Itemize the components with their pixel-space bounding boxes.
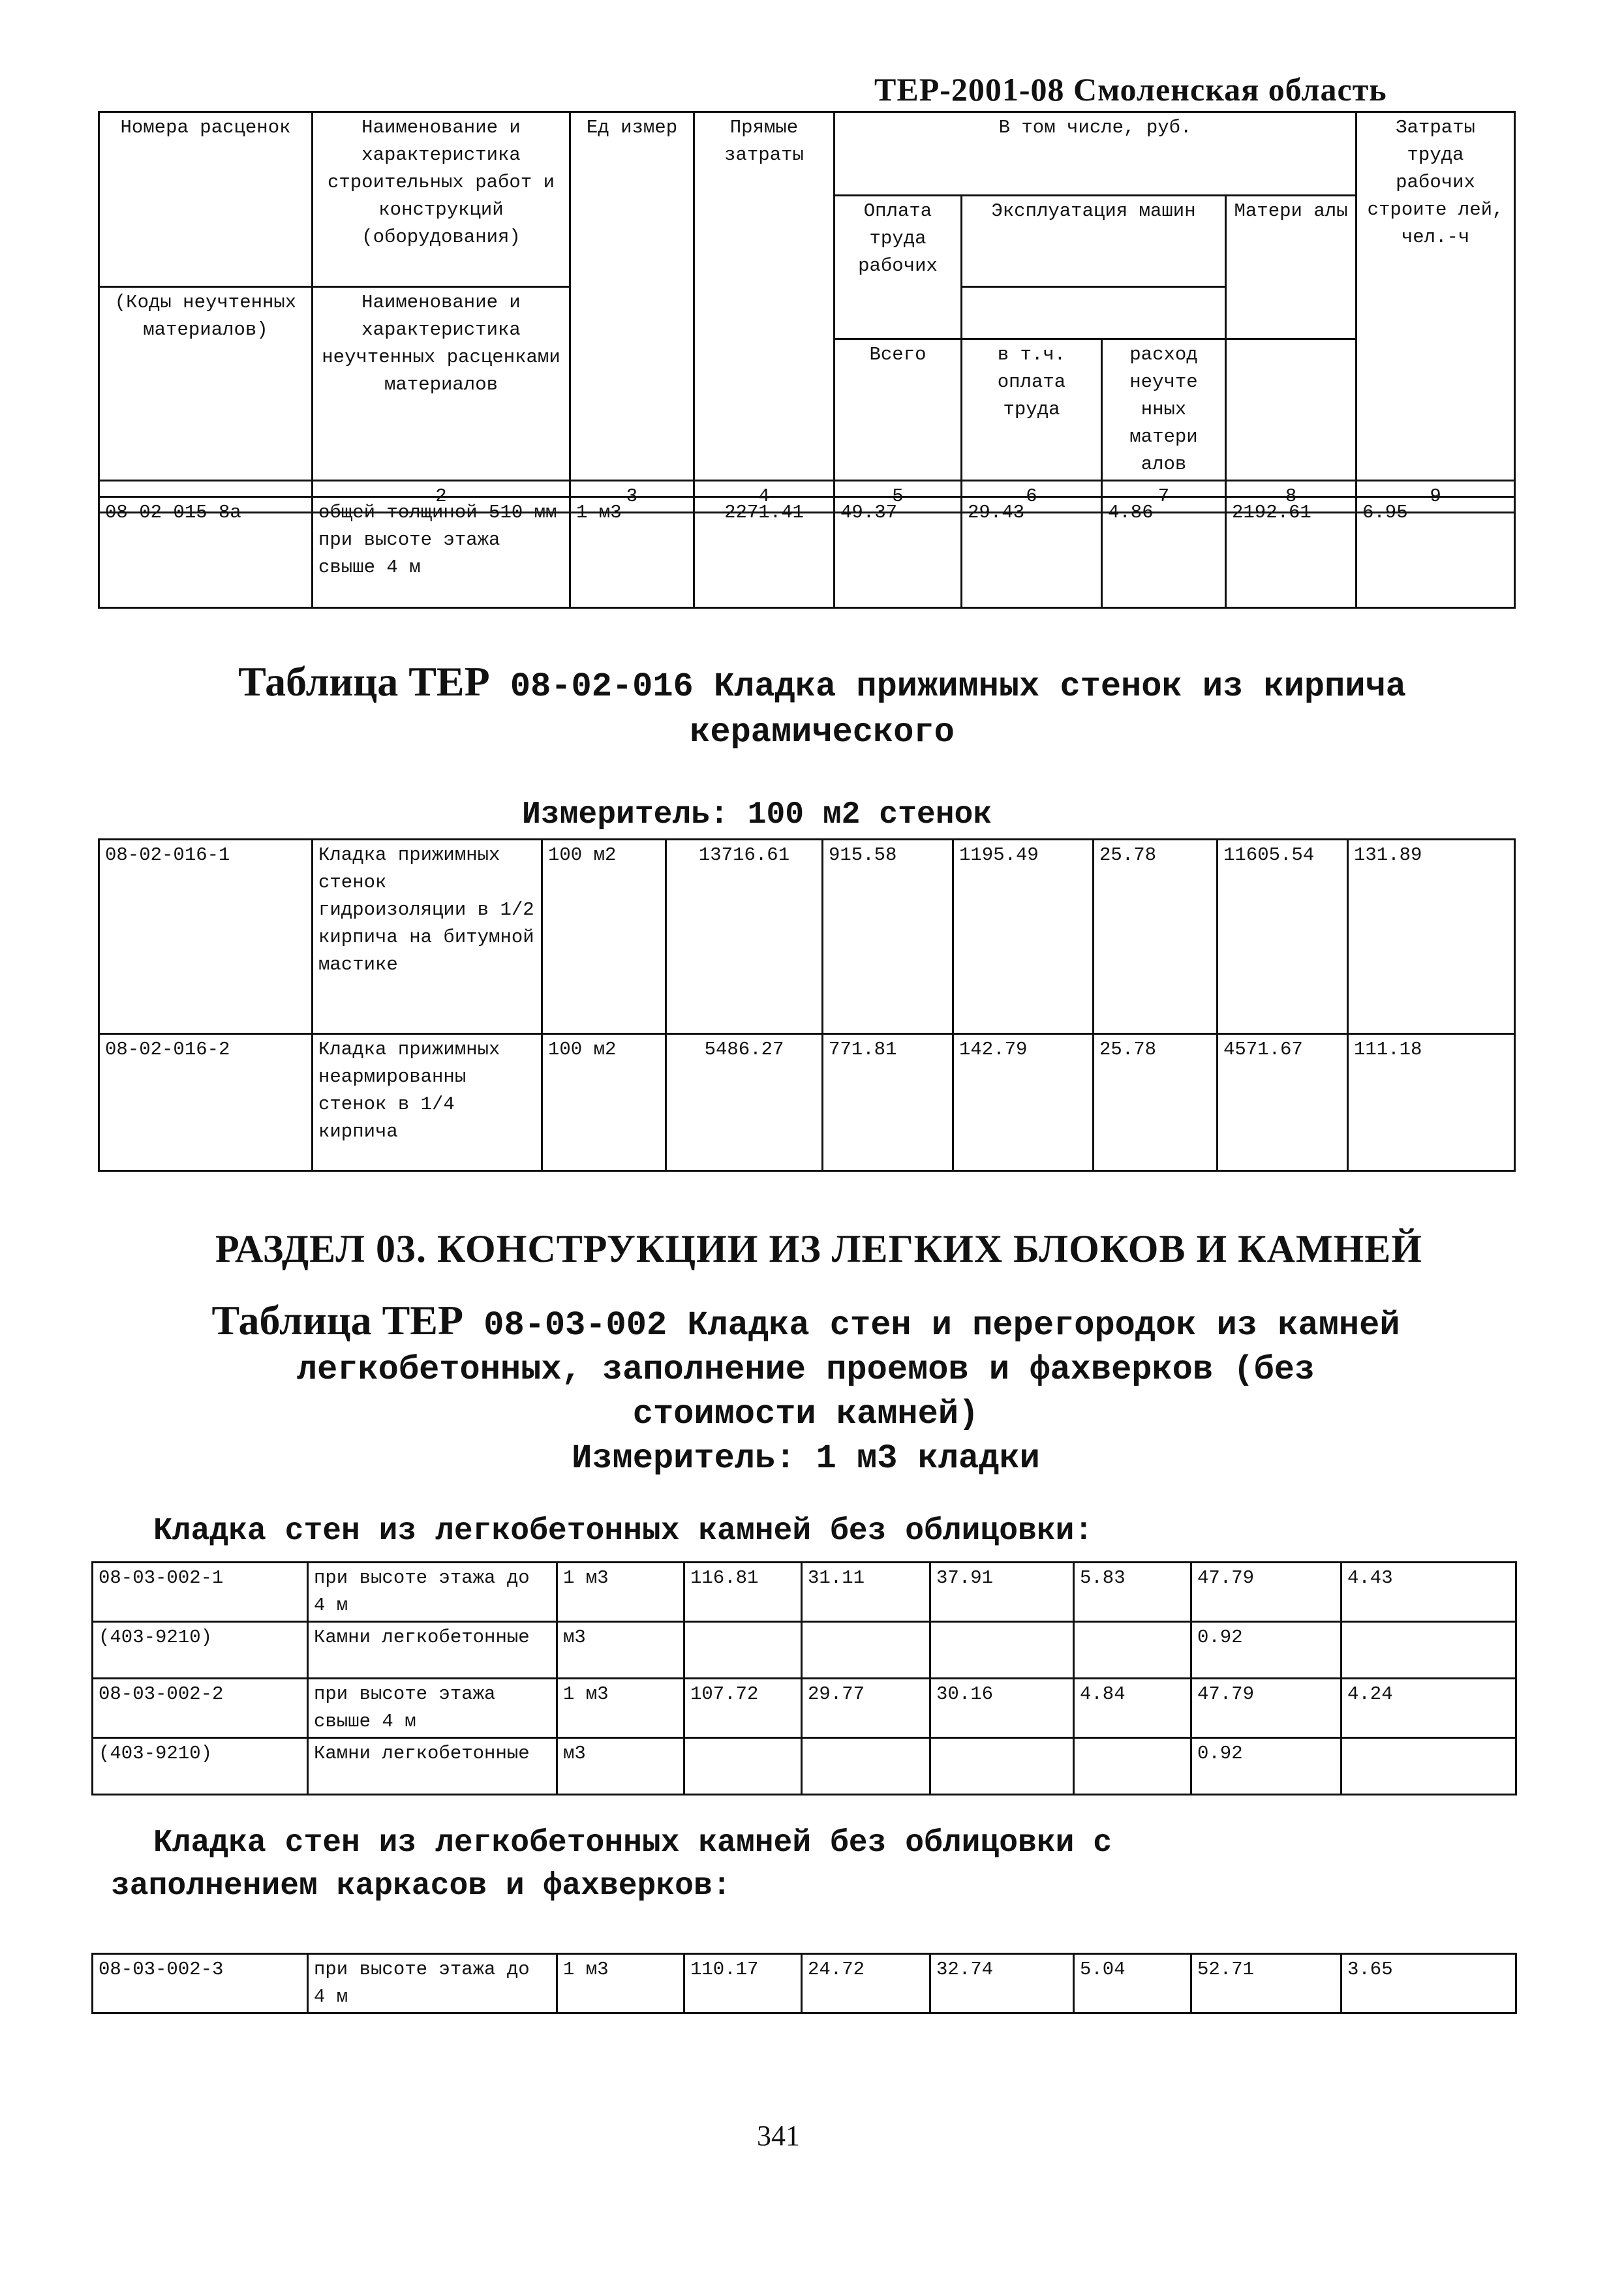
header-direct-costs: Прямые затраты [694,112,835,481]
rate-machine [930,1738,1074,1795]
rate-unit: 100 м2 [542,1034,666,1171]
header-number: 9 [1356,481,1515,513]
rate-hours: 111.18 [1348,1034,1515,1171]
header-unaccounted-codes: (Коды неучтенных материалов) [99,287,313,481]
material-name: Камни легкобетонные [308,1622,557,1679]
header-including: В том числе, руб. [835,112,1356,196]
header-number: 5 [835,481,962,513]
rate-machine-wage: 4.84 [1074,1679,1191,1738]
subsection-heading [111,1822,1112,1908]
rate-labor [802,1738,930,1795]
rate-name: общей толщиной 510 мм при высоте этажа свыше 4 м [313,497,570,608]
header-labor-cost: Оплата труда рабочих [835,196,962,339]
header-machines-wage: в т.ч. оплата труда [962,339,1102,481]
rate-unit: 1 м3 [557,1954,684,2013]
table-label: Таблица ТЕР [211,1297,464,1343]
rate-name: при высоте этажа свыше 4 м [308,1679,557,1738]
table-016 [98,838,1516,1172]
rate-hours: 3.65 [1341,1954,1516,2013]
header-unit: Ед измер [570,112,694,481]
rate-materials: 47.79 [1191,1679,1341,1738]
rate-machine: 37.91 [930,1563,1074,1622]
material-unit: м3 [557,1622,684,1679]
rate-materials: 47.79 [1191,1563,1341,1622]
header-number: 3 [570,481,694,513]
header-material-use: расход неучте нных матери алов [1102,339,1226,481]
rate-code: 08-03-002-2 [93,1679,308,1738]
header-code: Номера расценок [99,112,313,287]
rate-machine: 142.79 [953,1034,1094,1171]
rate-name: Кладка прижимных стенок гидроизоляции в 1/2 кирпича на битумной мастике [313,840,542,1034]
table-row [93,1679,1516,1738]
rate-machine: 30.16 [930,1679,1074,1738]
table-title-line: стоимости камней) [632,1395,979,1433]
table-016-measure: Измеритель: 100 м2 стенок [522,797,992,833]
document-header: ТЕР-2001-08 Смоленская область [874,71,1387,108]
header-name: Наименование и характеристика строительных работ и конструкций (оборудования) [313,112,570,287]
header-number: 2 [313,481,570,513]
rate-machine-wage [1074,1738,1191,1795]
table-title-line [98,1298,1514,1348]
rate-code: 08-03-002-3 [93,1954,308,2013]
table-title-line: легкобетонных, заполнение проемов и фахверков (без [296,1351,1315,1389]
rate-machine-wage: 25.78 [1094,840,1218,1034]
rate-labor: 771.81 [823,1034,953,1171]
rate-direct: 107.72 [684,1679,802,1738]
header-number: 7 [1102,481,1226,513]
table-016-title-block [170,659,1475,756]
rate-code: 08-02-016-2 [99,1034,313,1171]
rate-materials: 4571.67 [1218,1034,1348,1171]
table-row [93,1563,1516,1622]
rate-machine-wage: 25.78 [1094,1034,1218,1171]
rate-unit: 100 м2 [542,840,666,1034]
subsection-heading: Кладка стен из легкобетонных камней без облицовки: [153,1514,1094,1549]
rate-direct [684,1622,802,1679]
header-machines-total: Всего [835,339,962,481]
rate-machine: 32.74 [930,1954,1074,2013]
table-label: Таблица ТЕР [238,658,490,705]
header-materials: Матери алы [1226,196,1356,339]
table-002-part2 [91,1953,1517,2014]
rate-hours: 4.24 [1341,1679,1516,1738]
table-002-part1 [91,1561,1517,1795]
material-use: 0.92 [1191,1622,1341,1679]
rate-labor: 29.77 [802,1679,930,1738]
rate-labor [802,1622,930,1679]
rate-direct: 5486.27 [666,1034,823,1171]
material-use: 0.92 [1191,1738,1341,1795]
rate-name: при высоте этажа до 4 м [308,1954,557,2013]
table-title: 08-03-002 Кладка стен и перегородок из камней [483,1306,1400,1345]
table-002-measure: Измеритель: 1 м3 кладки [572,1439,1040,1478]
table-row [93,1954,1516,2013]
subsection-heading-line: заполнением каркасов и фахверков: [111,1869,731,1904]
rate-machine: 29.43 [962,497,1102,608]
rate-hours: 4.43 [1341,1563,1516,1622]
rate-unit: 1 м3 [557,1563,684,1622]
header-unaccounted-names: Наименование и характеристика неучтенных расценками материалов [313,287,570,481]
table-002-title-block [98,1298,1514,1481]
table-row [93,1738,1516,1795]
rate-hours: 6.95 [1356,497,1515,608]
material-name: Камни легкобетонные [308,1738,557,1795]
rate-code: 08-02-015-8а [99,497,313,608]
rate-unit: 1 м3 [557,1679,684,1738]
header-materials-blank [1226,339,1356,481]
rate-direct [684,1738,802,1795]
rate-hours [1341,1738,1516,1795]
table-row [93,1622,1516,1679]
table-row [99,1034,1515,1171]
continuation-table [98,496,1516,609]
rate-code: 08-03-002-1 [93,1563,308,1622]
rate-machine: 1195.49 [953,840,1094,1034]
rate-labor: 24.72 [802,1954,930,2013]
rate-machine-wage: 5.83 [1074,1563,1191,1622]
table-row [99,497,1515,608]
rate-materials: 2192.61 [1226,497,1356,608]
rate-name: при высоте этажа до 4 м [308,1563,557,1622]
rate-labor: 31.11 [802,1563,930,1622]
material-code: (403-9210) [93,1622,308,1679]
rate-code: 08-02-016-1 [99,840,313,1034]
header-number: 6 [962,481,1102,513]
rate-machine-wage: 5.04 [1074,1954,1191,2013]
rate-hours [1341,1622,1516,1679]
rate-materials: 11605.54 [1218,840,1348,1034]
subsection-heading-line: Кладка стен из легкобетонных камней без облицовки с [153,1826,1112,1861]
header-number: 4 [694,481,835,513]
rate-machine [930,1622,1074,1679]
rate-direct: 2271.41 [694,497,835,608]
rate-direct: 110.17 [684,1954,802,2013]
material-unit: м3 [557,1738,684,1795]
rate-labor: 915.58 [823,840,953,1034]
column-header-table [98,111,1516,513]
page-number: 341 [757,2120,800,2152]
rate-name: Кладка прижимных неармированны стенок в 1/4 кирпича [313,1034,542,1171]
material-code: (403-9210) [93,1738,308,1795]
rate-direct: 13716.61 [666,840,823,1034]
rate-hours: 131.89 [1348,840,1515,1034]
header-machines: Эксплуатация машин [962,196,1226,287]
rate-materials: 52.71 [1191,1954,1341,2013]
rate-unit: 1 м3 [570,497,694,608]
rate-direct: 116.81 [684,1563,802,1622]
header-number: 8 [1226,481,1356,513]
rate-machine-wage: 4.86 [1102,497,1226,608]
section-heading: РАЗДЕЛ 03. КОНСТРУКЦИИ ИЗ ЛЕГКИХ БЛОКОВ И КАМНЕЙ [215,1227,1422,1270]
header-labor-hours: Затраты труда рабочих строите лей, чел.-ч [1356,112,1515,481]
table-title: 08-02-016 Кладка прижимных стенок из кирпича керамического [510,667,1406,752]
rate-labor: 49.37 [835,497,962,608]
rate-machine-wage [1074,1622,1191,1679]
table-row [99,840,1515,1034]
